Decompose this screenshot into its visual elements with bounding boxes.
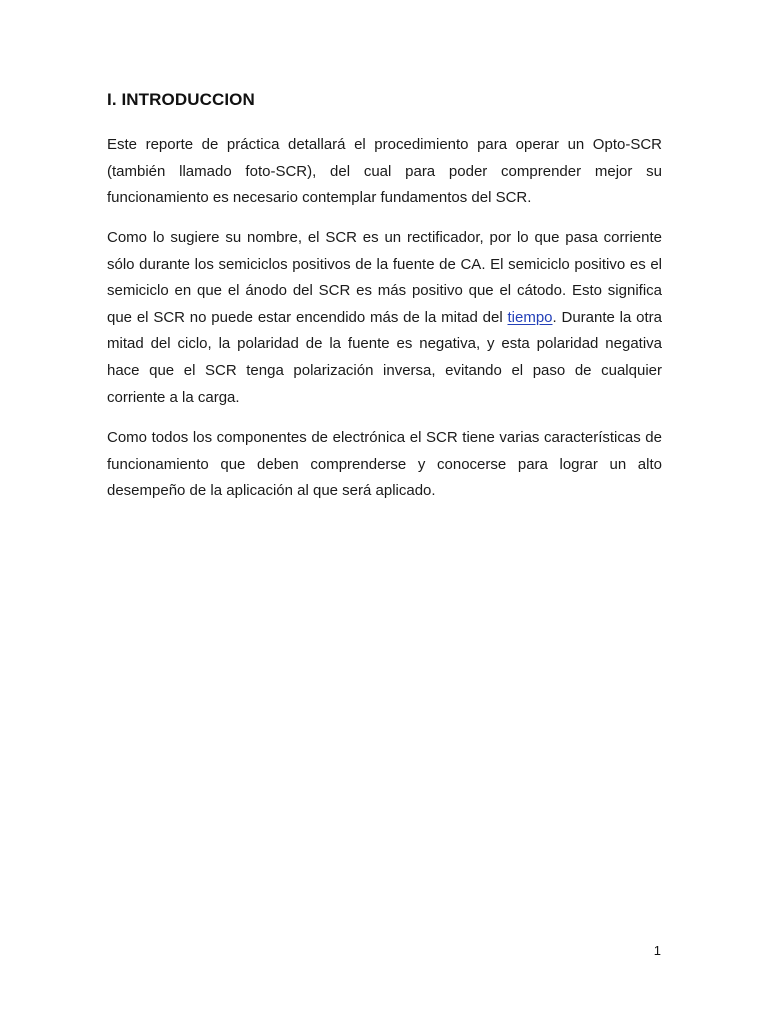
section-heading: I. INTRODUCCION — [107, 90, 255, 109]
paragraph-text-after-link: . Durante la otra mitad del ciclo, la polaridad de la fuente es negativa, y esta polaridad negativa hace que el SCR tenga polarización inversa, evitando el paso de cualquier corriente a la carga. — [107, 308, 663, 406]
tiempo-link[interactable]: tiempo — [507, 308, 553, 326]
paragraph-characteristics: Como todos los componentes de electrónica el SCR tiene varias características de funcionamiento que deben comprenderse y conocerse para lograr un alto desempeño de la aplicación al que será aplicado. — [107, 429, 662, 500]
page-number: 1 — [653, 943, 661, 958]
paragraph-intro: Este reporte de práctica detallará el procedimiento para operar un Opto-SCR (también llamado foto-SCR), del cual para poder comprender mejor su funcionamiento es necesario contemplar fundamentos del SCR. — [107, 136, 662, 207]
paragraph-scr-rectifier — [107, 225, 662, 411]
paragraph-text-before-link: Como lo sugiere su nombre, el SCR es un rectificador, por lo que pasa corriente sólo durante los semiciclos positivos de la fuente de CA. El semiciclo positivo es el semiciclo en que el ánodo del SCR es más positivo que el cátodo. Esto significa que el SCR no puede estar encendido más de la mitad del — [107, 229, 662, 326]
